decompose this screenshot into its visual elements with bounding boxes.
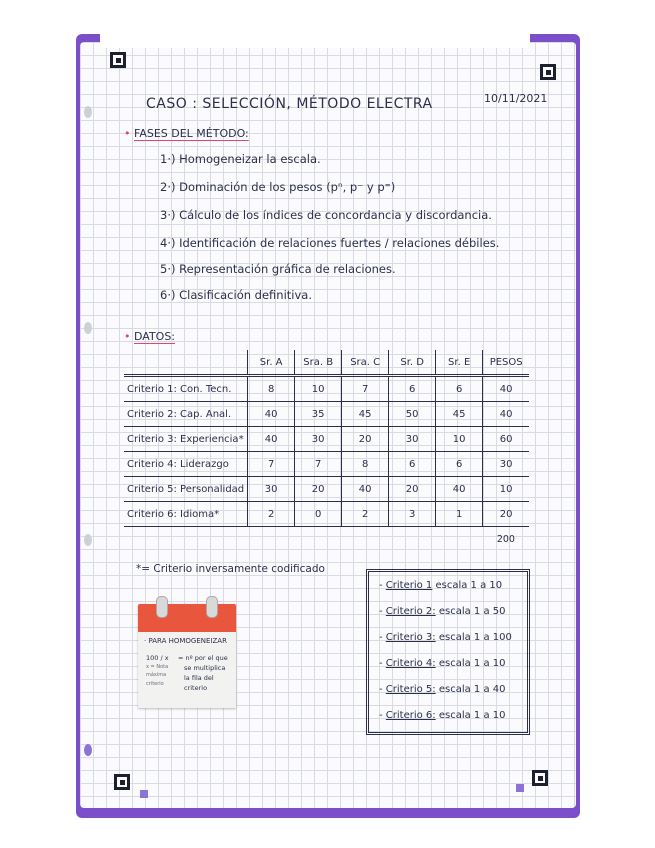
scale-criterion: Criterio 3:	[385, 632, 436, 643]
sticky-note-text: 100 / x	[146, 654, 169, 662]
brand-logo-icon	[110, 52, 126, 68]
table-row	[124, 427, 529, 452]
binder-hole	[84, 744, 92, 756]
sticky-note-text: la fila del	[184, 674, 214, 682]
scale-item: - Criterio 2: escala 1 a 50	[379, 606, 506, 617]
table-cell: 20	[295, 477, 342, 502]
weight-cell: 40	[483, 376, 530, 402]
row-label: Criterio 4: Liderazgo	[124, 452, 248, 477]
inverse-criterion-note: *= Criterio inversamente codificado	[136, 563, 325, 575]
table-header-cell: Sr. E	[436, 350, 483, 376]
weight-cell: 30	[483, 452, 530, 477]
table-header-cell: Sra. C	[342, 350, 389, 376]
table-row	[124, 376, 529, 402]
table-cell: 8	[342, 452, 389, 477]
table-header-cell: Sra. B	[295, 350, 342, 376]
table-cell: 20	[342, 427, 389, 452]
scale-criterion: Criterio 5:	[385, 684, 436, 695]
table-header-row	[124, 350, 529, 376]
table-cell: 6	[436, 376, 483, 402]
table-header-cell: Sr. D	[389, 350, 436, 376]
sticky-note-text: máxima	[146, 672, 167, 678]
binder-hole	[84, 106, 92, 118]
data-table	[124, 350, 529, 551]
page-title: CASO : SELECCIÓN, MÉTODO ELECTRA	[146, 96, 433, 112]
corner-square	[516, 784, 524, 792]
table-cell: 30	[248, 477, 295, 502]
table-cell: 7	[295, 452, 342, 477]
scale-range: escala 1 a 10	[438, 710, 506, 721]
phase-item: 2·) Dominación de los pesos (pⁿ, p⁻ y p⁼)	[160, 180, 396, 194]
phase-item: 3·) Cálculo de los índices de concordancia y discordancia.	[160, 208, 492, 222]
table-cell: 45	[436, 402, 483, 427]
table-cell: 20	[389, 477, 436, 502]
scale-criterion: Criterio 1	[385, 580, 433, 591]
bullet-icon: •	[124, 330, 134, 343]
weight-cell: 40	[483, 402, 530, 427]
table-row	[124, 452, 529, 477]
table-total-row	[124, 527, 529, 552]
binder-ring-icon	[156, 596, 168, 618]
table-cell: 40	[436, 477, 483, 502]
table-cell: 6	[436, 452, 483, 477]
scales-box	[366, 569, 530, 735]
scale-item: - Criterio 6: escala 1 a 10	[379, 710, 506, 721]
table-cell: 6	[389, 376, 436, 402]
phase-item: 6·) Clasificación definitiva.	[160, 288, 312, 302]
table-cell: 35	[295, 402, 342, 427]
table-cell: 40	[248, 402, 295, 427]
weight-cell: 60	[483, 427, 530, 452]
sticky-note-heading: · PARA HOMOGENEIZAR	[144, 637, 227, 645]
sticky-note	[138, 604, 236, 708]
scale-item: - Criterio 3: escala 1 a 100	[379, 632, 512, 643]
table-row	[124, 477, 529, 502]
sticky-note-text: criterio	[184, 684, 208, 692]
table-header-cell	[124, 350, 248, 376]
sticky-note-text: criterio	[146, 681, 164, 687]
row-label: Criterio 2: Cap. Anal.	[124, 402, 248, 427]
scale-item: - Criterio 1 escala 1 a 10	[379, 580, 503, 591]
page-header-band	[100, 34, 530, 48]
table-cell: 1	[436, 502, 483, 527]
phases-heading: FASES DEL MÉTODO:	[134, 127, 249, 140]
table-row	[124, 502, 529, 527]
datos-heading: DATOS:	[134, 330, 176, 343]
sticky-note-text: se multiplica	[184, 664, 226, 672]
table-header-cell: Sr. A	[248, 350, 295, 376]
scale-range: escala 1 a 10	[438, 658, 506, 669]
binder-hole	[84, 534, 92, 546]
row-label: Criterio 1: Con. Tecn.	[124, 376, 248, 402]
table-cell: 30	[295, 427, 342, 452]
table-cell: 10	[295, 376, 342, 402]
sticky-note-band	[138, 604, 236, 632]
corner-square	[140, 790, 148, 798]
table-cell: 2	[342, 502, 389, 527]
scale-criterion: Criterio 4:	[385, 658, 436, 669]
table-cell: 50	[389, 402, 436, 427]
brand-logo-icon	[540, 64, 556, 80]
scale-range: escala 1 a 40	[438, 684, 506, 695]
scale-range: escala 1 a 50	[438, 606, 506, 617]
brand-logo-icon	[532, 770, 548, 786]
binder-hole	[84, 322, 92, 334]
page-date: 10/11/2021	[484, 92, 548, 105]
row-label: Criterio 5: Personalidad	[124, 477, 248, 502]
bullet-icon: •	[124, 127, 134, 140]
binder-ring-icon	[206, 596, 218, 618]
table-cell: 8	[248, 376, 295, 402]
sticky-note-text: = nº por el que	[178, 654, 228, 662]
table-cell: 10	[436, 427, 483, 452]
phase-item: 4·) Identificación de relaciones fuertes / relaciones débiles.	[160, 236, 500, 250]
phase-item: 1·) Homogeneizar la escala.	[160, 152, 321, 166]
table-cell: 7	[248, 452, 295, 477]
table-cell: 7	[342, 376, 389, 402]
table-cell: 30	[389, 427, 436, 452]
row-label: Criterio 3: Experiencia*	[124, 427, 248, 452]
scale-criterion: Criterio 2:	[385, 606, 436, 617]
table-cell: 6	[389, 452, 436, 477]
table-cell: 40	[248, 427, 295, 452]
weight-cell: 10	[483, 477, 530, 502]
table-header-cell: PESOS	[483, 350, 530, 376]
table-cell: 0	[295, 502, 342, 527]
weights-total: 200	[496, 533, 515, 545]
phase-item: 5·) Representación gráfica de relaciones.	[160, 262, 396, 276]
scale-item: - Criterio 5: escala 1 a 40	[379, 684, 506, 695]
table-cell: 40	[342, 477, 389, 502]
scale-range: escala 1 a 100	[438, 632, 512, 643]
brand-logo-icon	[114, 774, 130, 790]
table-cell: 45	[342, 402, 389, 427]
scale-criterion: Criterio 6:	[385, 710, 436, 721]
scale-item: - Criterio 4: escala 1 a 10	[379, 658, 506, 669]
table-cell: 2	[248, 502, 295, 527]
phases-heading-row	[124, 127, 249, 140]
table-row	[124, 402, 529, 427]
row-label: Criterio 6: Idioma*	[124, 502, 248, 527]
table-cell: 3	[389, 502, 436, 527]
weight-cell: 20	[483, 502, 530, 527]
datos-heading-row	[124, 330, 175, 343]
scale-range: escala 1 a 10	[435, 580, 503, 591]
sticky-note-text: x = Nota	[146, 664, 169, 670]
